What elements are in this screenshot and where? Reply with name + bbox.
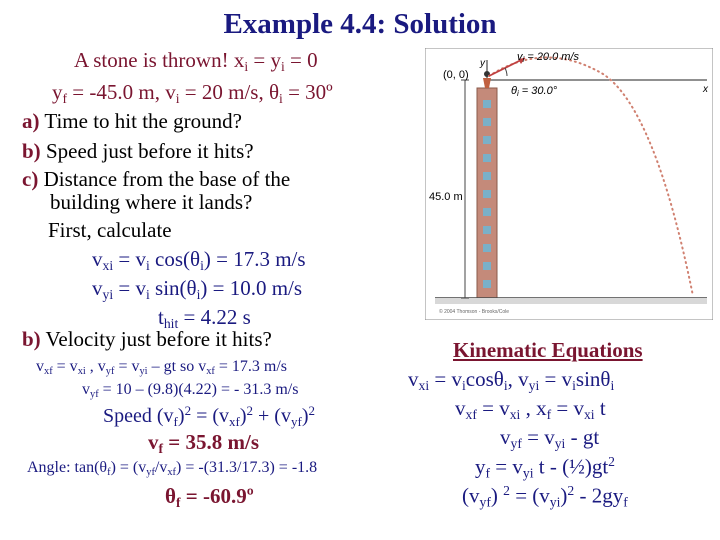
vxf-equation: $v_{xf} = v_{xi}$ , $v_{yf} = v_{yi}$ – gt so $v_{xf} = 17.3$ m/s xyxy=(36,358,288,378)
vyf-equation: $v_{yf} = 10 - (9.8)(4.22)$ = - 31.3 m/s xyxy=(82,381,299,401)
kinematics-title: Kinematic Equations xyxy=(453,338,643,362)
question-a-label: a) xyxy=(22,109,40,133)
figure-credit: © 2004 Thomson - Brooks/Cole xyxy=(439,309,510,315)
question-b-label: b) xyxy=(22,139,41,163)
x-axis-label: x xyxy=(703,84,708,95)
vyi-equation: $v_{yi} = v_i$ $\sin(\theta_i) = 10.0$ m/s xyxy=(92,276,303,303)
question-c-label: c) xyxy=(22,167,39,191)
kinematics-eq-4: $y_f = v_{yi}$ t - $(\frac{1}{2})gt^2$ xyxy=(475,454,615,481)
velocity-label: vi = 20.0 m/s xyxy=(517,51,580,64)
question-b xyxy=(22,139,254,164)
question-c xyxy=(22,167,290,192)
slide-title: Example 4.4: Solution xyxy=(223,8,497,40)
angle-equation: Angle: $\tan(\theta_f) = (v_{yf}/v_{xf}) = -(31.3/17.3) = -1.8$ xyxy=(27,459,318,479)
final-angle: $\theta_f$ = -60.9º xyxy=(165,484,254,511)
final-speed: $v_f = 35.8$ m/s xyxy=(148,430,260,457)
time-hit: $t_{hit} = 4.22$ s xyxy=(158,305,251,332)
kinematics-eq-1: $v_{xi} = v_i\cos\theta_i$, $v_{yi} = v_i\sin\theta_i$ xyxy=(408,367,615,394)
problem-line-2: $y_f = -45.0$ m, $v_i = 20$ m/s, $\theta_i$ = 30º xyxy=(52,80,333,107)
problem-line-1: A stone is thrown! $x_i = y_i = 0$ xyxy=(74,48,318,75)
y-axis-label: y xyxy=(480,58,485,69)
question-b-text: Speed just before it hits? xyxy=(40,139,254,163)
question-a-text: Time to hit the ground? xyxy=(39,109,242,133)
question-c-continued: building where it lands? xyxy=(50,190,253,214)
angle-label: θi = 30.0° xyxy=(511,85,558,98)
question-c-text: Distance from the base of the xyxy=(38,167,291,191)
projectile-diagram xyxy=(425,48,713,320)
part-b-label: b) xyxy=(22,327,41,351)
question-a xyxy=(22,109,242,134)
height-label: 45.0 m xyxy=(429,191,463,203)
projectile-figure xyxy=(425,48,713,320)
first-calculate: First, calculate xyxy=(48,218,172,242)
kinematics-eq-2: $v_{xf} = v_{xi}$ , $x_f = v_{xi}$ t xyxy=(455,396,606,423)
part-b-heading xyxy=(22,327,272,352)
vxi-equation: $v_{xi} = v_i$ $\cos(\theta_i) = 17.3$ m/s xyxy=(92,247,306,274)
part-b-text: Velocity just before it hits? xyxy=(40,327,272,351)
ground xyxy=(435,298,707,304)
kinematics-eq-5: $(v_{yf}) ^2 = (v_{yi})^2 - 2gy_f$ xyxy=(462,483,628,510)
origin-label: (0, 0) xyxy=(443,69,469,81)
kinematics-eq-3: $v_{yf} = v_{yi}$ - gt xyxy=(500,425,600,452)
figure-frame xyxy=(425,48,713,320)
speed-equation: Speed $(v_f)^2 = (v_{xf})^2 + (v_{yf})^2$ xyxy=(103,403,315,430)
